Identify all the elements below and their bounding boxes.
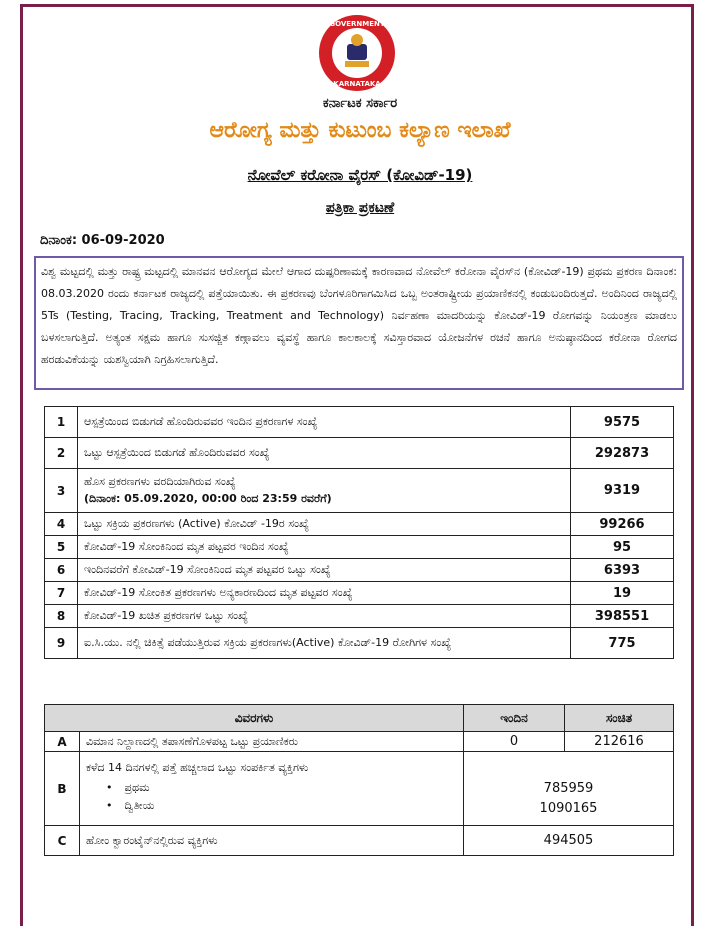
svg-text:GOVERNMENT: GOVERNMENT [329, 20, 385, 28]
table-row [45, 536, 674, 559]
row-number: 9 [45, 628, 78, 659]
table-row [45, 513, 674, 536]
table-row [45, 628, 674, 659]
row-value: 398551 [571, 605, 674, 628]
row-value: 292873 [571, 438, 674, 469]
row-label: ಕೋವಿಡ್-19 ಸೋಂಕಿತ ಪ್ರಕರಣಗಳು ಅನ್ಯಕಾರಣದಿಂದ ಮೃತ ಪಟ್ಟವರ ಸಂಖ್ಯೆ [78, 582, 571, 605]
row-value: 95 [571, 536, 674, 559]
table-row [45, 582, 674, 605]
svg-text:KARNATAKA: KARNATAKA [333, 80, 381, 88]
row-value: 9319 [571, 469, 674, 513]
government-seal-icon [318, 14, 396, 92]
row-number: 6 [45, 559, 78, 582]
header-cumulative: ಸಂಚಿತ [565, 705, 674, 732]
row-values [464, 752, 674, 826]
intro-paragraph: ವಿಶ್ವ ಮಟ್ಟದಲ್ಲಿ ಮತ್ತು ರಾಷ್ಟ್ರ ಮಟ್ಟದಲ್ಲಿ ಮಾನವನ ಆರೋಗ್ಯದ ಮೇಲೆ ಆಗಾದ ದುಷ್ಪರಿಣಾಮಕ್ಕೆ ಕಾರಣವಾದ ನೋವೆಲ್ ಕರೋನಾ ವೈರಸ್‌ನ (ಕೋವಿಡ್-19) ಪ್ರಥಮ ಪ್ರಕರಣ ದಿನಾಂಕ: 08.03.2020 ರಂದು ಕರ್ನಾಟಕ ರಾಜ್ಯದಲ್ಲಿ ಪತ್ತೆಯಾಯಿತು. ಈ ಪ್ರಕರಣವು ಬೆಂಗಳೂರಿಗಾಗಮಿಸಿದ ಒಬ್ಬ ಅಂತರಾಷ್ಟ್ರೀಯ ಪ್ರಯಾಣಿಕನಲ್ಲಿ ಕಂಡುಬಂದಿರುತ್ತದೆ. ಅಂದಿನಿಂದ ರಾಜ್ಯದಲ್ಲಿ 5Ts (Testing, Tracing, Tracking, Treatment and Technology) ನಿರ್ವಹಣಾ ಮಾದರಿಯನ್ನು ಕೋವಿಡ್-19 ರೋಗವನ್ನು ನಿಯಂತ್ರಣ ಮಾಡಲು ಬಳಸಲಾಗುತ್ತಿದೆ. ಅತ್ಯಂತ ಸಕ್ಷಮ ಹಾಗೂ ಸುಸಜ್ಜಿತ ಕಣ್ಗಾವಲು ವ್ಯವಸ್ಥೆ ಹಾಗೂ ಕಾಲಕಾಲಕ್ಕೆ ಸವಿಸ್ತಾರವಾದ ಯೋಜನೆಗಳ ರಚನೆ ಹಾಗೂ ಅನುಷ್ಠಾನದಿಂದ ಕರೋನಾ ರೋಗದ ಹರಡುವಿಕೆಯನ್ನು ಯಶಸ್ವಿಯಾಗಿ ನಿಗ್ರಹಿಸಲಾಗುತ್ತಿದೆ. [34, 256, 684, 390]
header-today: ಇಂದಿನ [464, 705, 565, 732]
press-release-title: ಪತ್ರಿಕಾ ಪ್ರಕಟಣೆ [325, 200, 395, 216]
table-row [45, 438, 674, 469]
row-number: 2 [45, 438, 78, 469]
row-number: 8 [45, 605, 78, 628]
row-number: 1 [45, 407, 78, 438]
row-value: 775 [571, 628, 674, 659]
row-label: ಒಟ್ಟು ಸಕ್ರಿಯ ಪ್ರಕರಣಗಳು (Active) ಕೋವಿಡ್ -19ರ ಸಂಖ್ಯೆ [78, 513, 571, 536]
row-today: 0 [464, 732, 565, 752]
header-details: ವಿವರಗಳು [45, 705, 464, 732]
row-value: 99266 [571, 513, 674, 536]
contact-list [106, 781, 457, 813]
stats-table [44, 406, 674, 659]
home-quarantine-value: 494505 [464, 826, 674, 856]
table-row [45, 605, 674, 628]
row-value: 19 [571, 582, 674, 605]
row-label: ಆಸ್ಪತ್ರೆಯಿಂದ ಬಿಡುಗಡೆ ಹೊಂದಿರುವವರ ಇಂದಿನ ಪ್ರಕರಣಗಳ ಸಂಖ್ಯೆ [78, 407, 571, 438]
secondary-contacts-value: 1090165 [539, 801, 598, 816]
row-label: ಹೊಸ ಪ್ರಕರಣಗಳು ವರದಿಯಾಗಿರುವ ಸಂಖ್ಯೆ [84, 475, 236, 488]
row-value: 6393 [571, 559, 674, 582]
row-cumulative: 212616 [565, 732, 674, 752]
row-value: 9575 [571, 407, 674, 438]
table-row [45, 407, 674, 438]
row-label: ಐ.ಸಿ.ಯು. ನಲ್ಲಿ ಚಿಕಿತ್ಸೆ ಪಡೆಯುತ್ತಿರುವ ಸಕ್ರಿಯ ಪ್ರಕರಣಗಳು(Active) ಕೋವಿಡ್-19 ರೋಗಿಗಳ ಸಂಖ್ಯೆ [78, 628, 571, 659]
table-row [45, 732, 674, 752]
row-label: ಕಳೆದ 14 ದಿನಗಳಲ್ಲಿ ಪತ್ತೆ ಹಚ್ಚಲಾದ ಒಟ್ಟು ಸಂಪರ್ಕಿತ ವ್ಯಕ್ತಿಗಳು [86, 760, 309, 774]
row-code: C [45, 826, 80, 856]
row-label: ಕೋವಿಡ್-19 ಸೋಂಕಿನಿಂದ ಮೃತ ಪಟ್ಟವರ ಇಂದಿನ ಸಂಖ್ಯೆ [78, 536, 571, 559]
row-code: B [45, 752, 80, 826]
row-number: 7 [45, 582, 78, 605]
row-label: ಕೋವಿಡ್-19 ಖಚಿತ ಪ್ರಕರಣಗಳ ಒಟ್ಟು ಸಂಖ್ಯೆ [78, 605, 571, 628]
row-label: ಇಂದಿನವರೆಗೆ ಕೋವಿಡ್-19 ಸೋಂಕಿನಿಂದ ಮೃತ ಪಟ್ಟವರ ಒಟ್ಟು ಸಂಖ್ಯೆ [78, 559, 571, 582]
row-number: 4 [45, 513, 78, 536]
government-name: ಕರ್ನಾಟಕ ಸರ್ಕಾರ [322, 96, 398, 111]
primary-contacts-value: 785959 [543, 781, 594, 796]
department-title: ಆರೋಗ್ಯ ಮತ್ತು ಕುಟುಂಬ ಕಲ್ಯಾಣ ಇಲಾಖೆ [209, 118, 511, 143]
list-item: • ದ್ವಿತೀಯ [106, 799, 457, 813]
list-item: • ಪ್ರಥಮ [106, 781, 457, 795]
table-row [45, 826, 674, 856]
row-sublabel: (ದಿನಾಂಕ: 05.09.2020, 00:00 ರಿಂದ 23:59 ರವರೆಗೆ) [84, 492, 332, 505]
row-number: 3 [45, 469, 78, 513]
table-row [45, 752, 674, 826]
row-label-group [78, 469, 571, 513]
details-table [44, 704, 674, 856]
row-label: ಒಟ್ಟು ಆಸ್ಪತ್ರೆಯಿಂದ ಬಿಡುಗಡೆ ಹೊಂದಿರುವವರ ಸಂಖ್ಯೆ [78, 438, 571, 469]
row-code: A [45, 732, 80, 752]
row-label-group [80, 752, 464, 826]
table-row [45, 559, 674, 582]
row-label: ಹೋಂ ಕ್ವಾರಂಟೈನ್‌ನಲ್ಲಿರುವ ವ್ಯಕ್ತಿಗಳು [80, 826, 464, 856]
subject-title: ನೋವೆಲ್ ಕರೋನಾ ವೈರಸ್ (ಕೋವಿಡ್-19) [247, 166, 473, 184]
row-label: ವಿಮಾನ ನಿಲ್ದಾಣದಲ್ಲಿ ತಪಾಸಣೆಗೊಳಪಟ್ಟ ಒಟ್ಟು ಪ್ರಯಾಣಿಕರು [80, 732, 464, 752]
release-date: ದಿನಾಂಕ: 06-09-2020 [40, 233, 165, 248]
row-number: 5 [45, 536, 78, 559]
table-row [45, 469, 674, 513]
table-header-row [45, 705, 674, 732]
